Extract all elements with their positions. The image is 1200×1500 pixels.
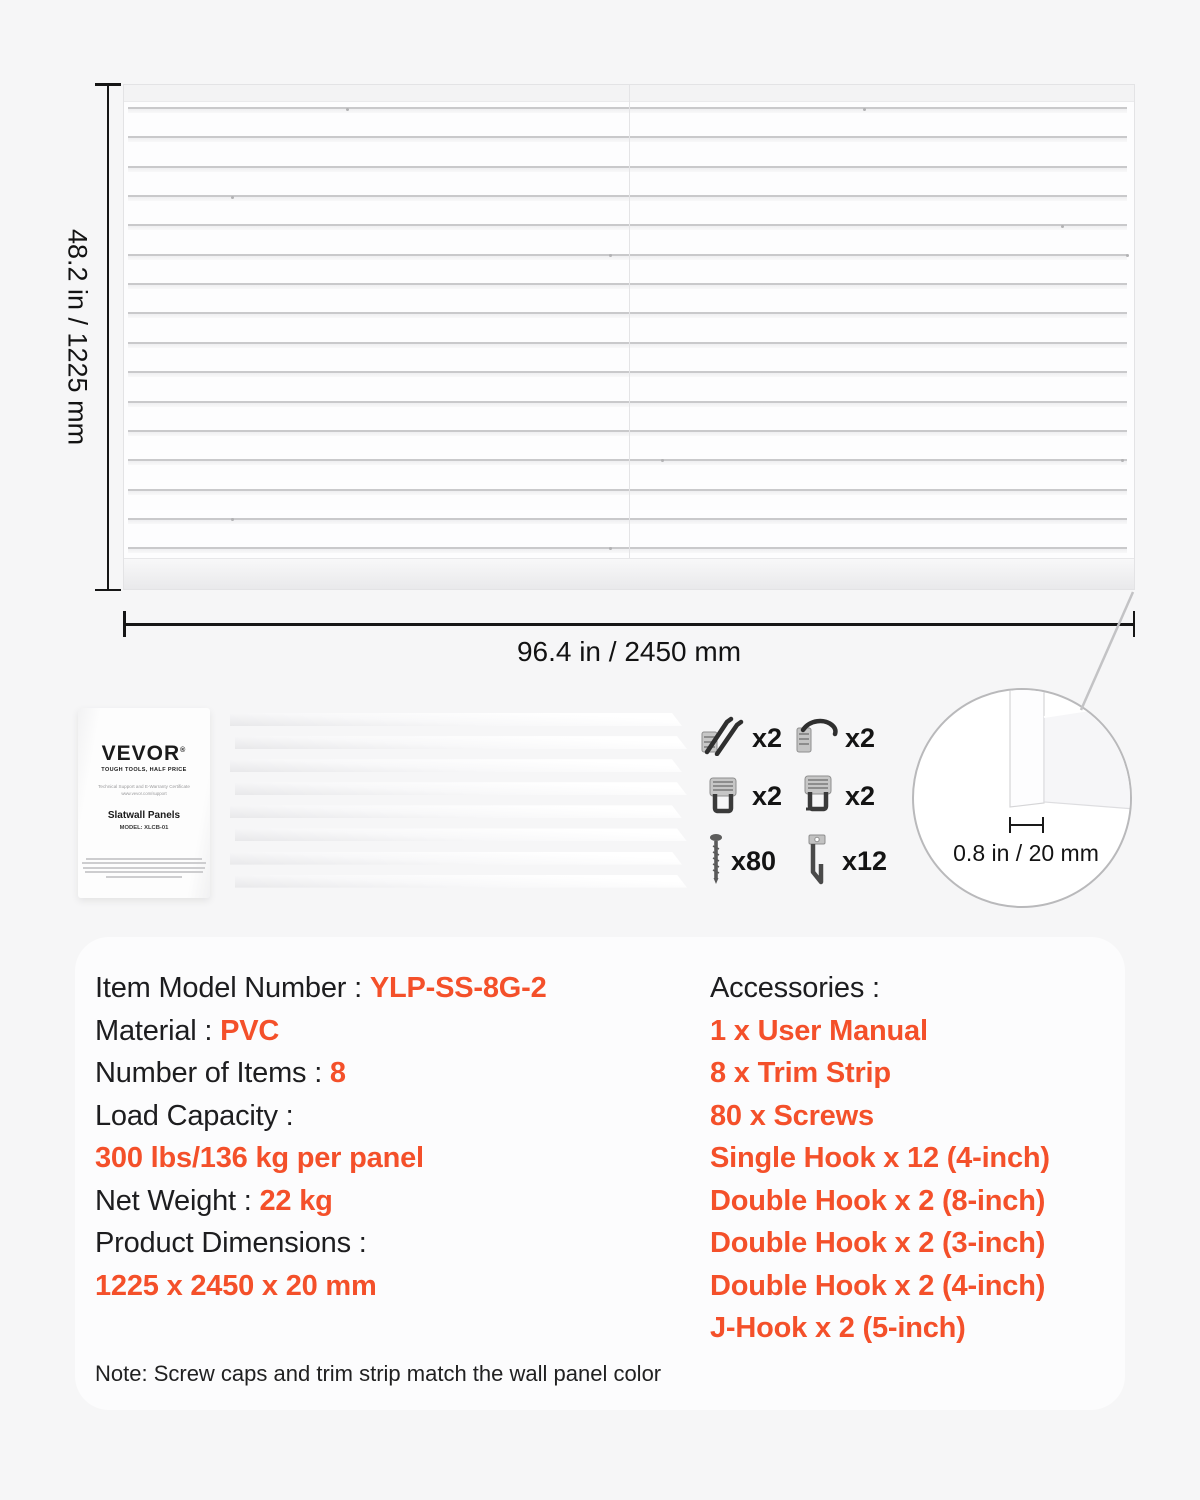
- panel-groove: [128, 489, 1127, 495]
- height-dimension-tick-bottom: [95, 589, 121, 592]
- double-hook-medium-qty: x2: [845, 781, 876, 811]
- trim-strip: [235, 736, 687, 749]
- panel-screw-dot: [609, 547, 612, 550]
- panel-groove: [128, 518, 1127, 524]
- single-hook-icon: [802, 834, 832, 886]
- panel-screw-dot: [231, 518, 234, 521]
- manual-tagline: TOUGH TOOLS, HALF PRICE: [101, 767, 187, 773]
- panel-groove: [128, 283, 1127, 289]
- width-dimension-tick-left: [123, 611, 126, 637]
- panel-groove: [128, 107, 1127, 113]
- accessory-line: J-Hook x 2 (5-inch): [710, 1312, 966, 1344]
- accessory-line: 8 x Trim Strip: [710, 1057, 891, 1089]
- spec-line: 1225 x 2450 x 20 mm: [95, 1269, 377, 1302]
- manual-model-line: MODEL: XLCB-01: [119, 824, 169, 831]
- panel-groove: [128, 166, 1127, 172]
- spec-line: Net Weight : 22 kg: [95, 1184, 333, 1217]
- spec-line: Number of Items : 8: [95, 1057, 346, 1089]
- spec-line: Material : PVC: [95, 1014, 280, 1047]
- spec-column-left: [95, 967, 547, 1307]
- user-manual: [78, 708, 210, 898]
- vevor-logo: VEVOR®: [101, 742, 187, 765]
- trim-strip: [235, 875, 687, 888]
- height-dimension-tick-top: [95, 83, 121, 86]
- panel-screw-dot: [609, 254, 612, 257]
- panel-groove: [128, 254, 1127, 260]
- double-hook-slanted-qty: x2: [752, 723, 783, 753]
- screw-qty: x80: [731, 846, 777, 876]
- j-hook-icon: [795, 718, 839, 756]
- panel-groove: [128, 459, 1127, 465]
- double-hook-small-qty: x2: [752, 781, 783, 811]
- panel-bottom-cap: [124, 558, 1134, 589]
- panel-screw-dot: [231, 196, 234, 199]
- panel-edge-cross-section: [914, 690, 1132, 908]
- panel-screw-dot: [1126, 254, 1129, 257]
- panel-groove: [128, 401, 1127, 407]
- panel-groove: [128, 224, 1127, 230]
- spec-line: 300 lbs/136 kg per panel: [95, 1142, 424, 1174]
- accessory-line: 1 x User Manual: [710, 1014, 928, 1047]
- panel-groove: [128, 342, 1127, 348]
- spec-line: Load Capacity :: [95, 1099, 294, 1132]
- panel-groove: [128, 312, 1127, 318]
- width-dimension-line: [123, 623, 1135, 626]
- accessory-line: Double Hook x 2 (8-inch): [710, 1184, 1046, 1217]
- double-hook-medium-icon: [797, 774, 839, 816]
- double-hook-slanted-icon: [700, 716, 746, 756]
- panel-screw-dot: [661, 459, 664, 462]
- width-dimension-tick-right: [1133, 611, 1136, 637]
- panel-center-seam: [629, 85, 630, 589]
- trim-strip: [230, 852, 682, 865]
- panel-screw-dot: [346, 108, 349, 111]
- width-dimension-label: 96.4 in / 2450 mm: [516, 636, 742, 667]
- spec-card: [75, 937, 1125, 1410]
- spec-line: Item Model Number : YLP-SS-8G-2: [95, 972, 547, 1004]
- panel-groove: [128, 547, 1127, 553]
- accessory-line: Double Hook x 2 (4-inch): [710, 1269, 1046, 1302]
- accessories-header: Accessories :: [710, 972, 880, 1004]
- accessory-line: 80 x Screws: [710, 1099, 874, 1132]
- double-hook-small-icon: [703, 776, 743, 816]
- manual-fine-print: [78, 858, 210, 879]
- thickness-dimension-label: 0.8 in / 20 mm: [953, 840, 1099, 866]
- trim-strip: [235, 782, 687, 795]
- height-dimension-line: [107, 84, 110, 591]
- panel-screw-dot: [1061, 225, 1064, 228]
- trim-strip: [235, 828, 687, 841]
- manual-product-title: Slatwall Panels: [107, 809, 181, 821]
- spec-note: Note: Screw caps and trim strip match the wall panel color: [95, 1361, 662, 1386]
- slatwall-panel-illustration: [123, 84, 1135, 590]
- panel-groove: [128, 371, 1127, 377]
- panel-screw-dot: [1121, 459, 1124, 462]
- accessory-line: Single Hook x 12 (4-inch): [710, 1142, 1050, 1174]
- panel-screw-dot: [863, 108, 866, 111]
- manual-website-line: www.vevor.com/support: [121, 790, 167, 796]
- panel-groove: [128, 430, 1127, 436]
- screw-icon: [708, 834, 724, 886]
- spec-line: Product Dimensions :: [95, 1227, 367, 1259]
- accessory-line: Double Hook x 2 (3-inch): [710, 1227, 1046, 1259]
- panel-groove: [128, 136, 1127, 142]
- spec-column-right: [710, 967, 1050, 1350]
- j-hook-qty: x2: [845, 723, 876, 753]
- manual-support-line: Technical Support and E-Warranty Certificate: [98, 784, 190, 789]
- trim-strips-stack: [230, 713, 682, 899]
- single-hook-qty: x12: [842, 846, 888, 876]
- trim-strip: [230, 759, 682, 772]
- trim-strip: [230, 805, 682, 818]
- trim-strip: [230, 713, 682, 726]
- edge-detail-circle: [912, 688, 1132, 908]
- height-dimension-label: 48.2 in / 1225 mm: [62, 228, 93, 446]
- panel-groove: [128, 195, 1127, 201]
